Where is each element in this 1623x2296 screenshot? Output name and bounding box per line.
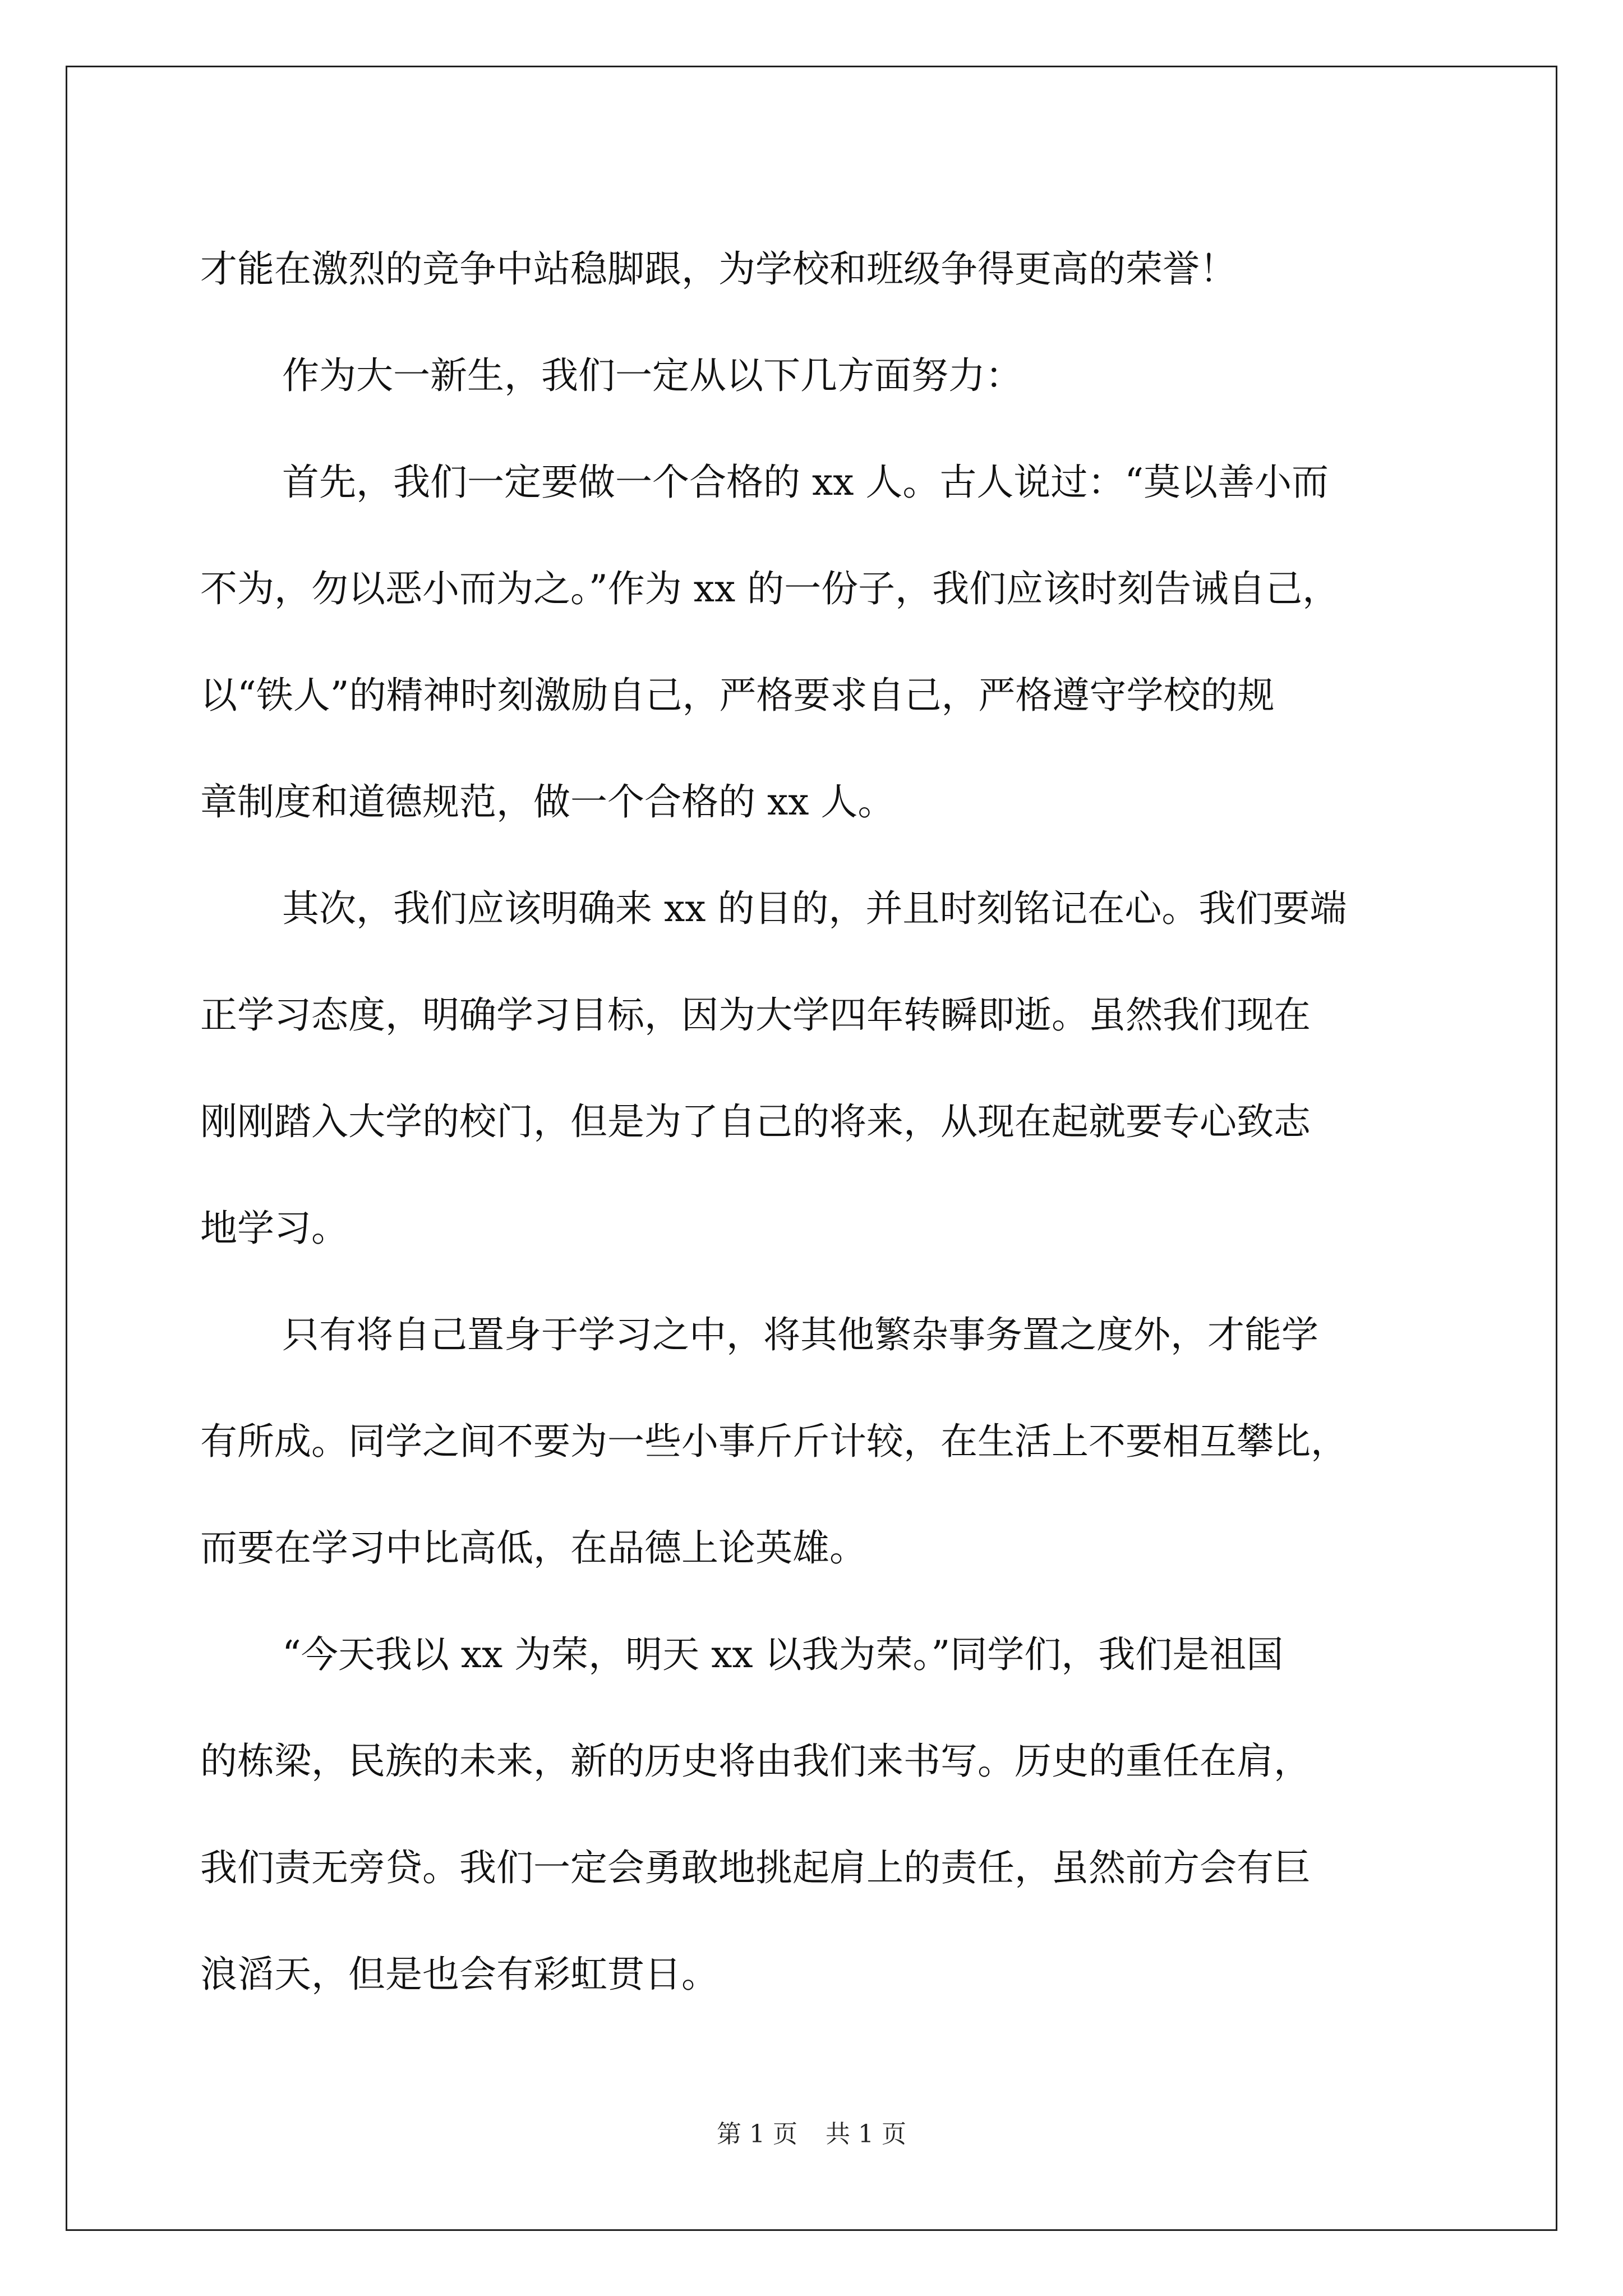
text-line: “今天我以 xx 为荣，明天 xx 以我为荣。”同学们，我们是祖国 xyxy=(282,1633,1284,1676)
page-total: 共 1 页 xyxy=(826,2120,906,2148)
text-line: 章制度和道德规范，做一个合格的 xx 人。 xyxy=(200,780,895,823)
text-line: 浪滔天，但是也会有彩虹贯日。 xyxy=(200,1953,718,1996)
page-number: 第 1 页 xyxy=(717,2120,797,2148)
text-line: 作为大一新生，我们一定从以下几方面努力： xyxy=(282,354,1022,397)
page-footer xyxy=(0,2118,1623,2151)
text-line: 不为，勿以恶小而为之。”作为 xx 的一份子，我们应该时刻告诫自己， xyxy=(200,567,1340,610)
text-line: 的栋梁，民族的未来，新的历史将由我们来书写。历史的重任在肩， xyxy=(200,1740,1311,1783)
text-line: 而要在学习中比高低，在品德上论英雄。 xyxy=(200,1526,866,1570)
text-line: 以“铁人”的精神时刻激励自己，严格要求自己，严格遵守学校的规 xyxy=(200,674,1275,717)
text-line: 其次，我们应该明确来 xx 的目的，并且时刻铭记在心。我们要端 xyxy=(282,887,1347,930)
text-line: 正学习态度，明确学习目标，因为大学四年转瞬即逝。虽然我们现在 xyxy=(200,993,1311,1037)
text-line: 我们责无旁贷。我们一定会勇敢地挑起肩上的责任，虽然前方会有巨 xyxy=(200,1846,1311,1889)
text-line: 才能在激烈的竞争中站稳脚跟，为学校和班级争得更高的荣誉！ xyxy=(200,247,1237,291)
document-body xyxy=(200,216,1434,2028)
text-line: 只有将自己置身于学习之中，将其他繁杂事务置之度外，才能学 xyxy=(282,1313,1318,1356)
text-line: 地学习。 xyxy=(200,1207,348,1250)
text-line: 刚刚踏入大学的校门，但是为了自己的将来，从现在起就要专心致志 xyxy=(200,1100,1311,1143)
text-line: 首先，我们一定要做一个合格的 xx 人。古人说过：“莫以善小而 xyxy=(282,461,1329,504)
text-line: 有所成。同学之间不要为一些小事斤斤计较，在生活上不要相互攀比， xyxy=(200,1420,1348,1463)
